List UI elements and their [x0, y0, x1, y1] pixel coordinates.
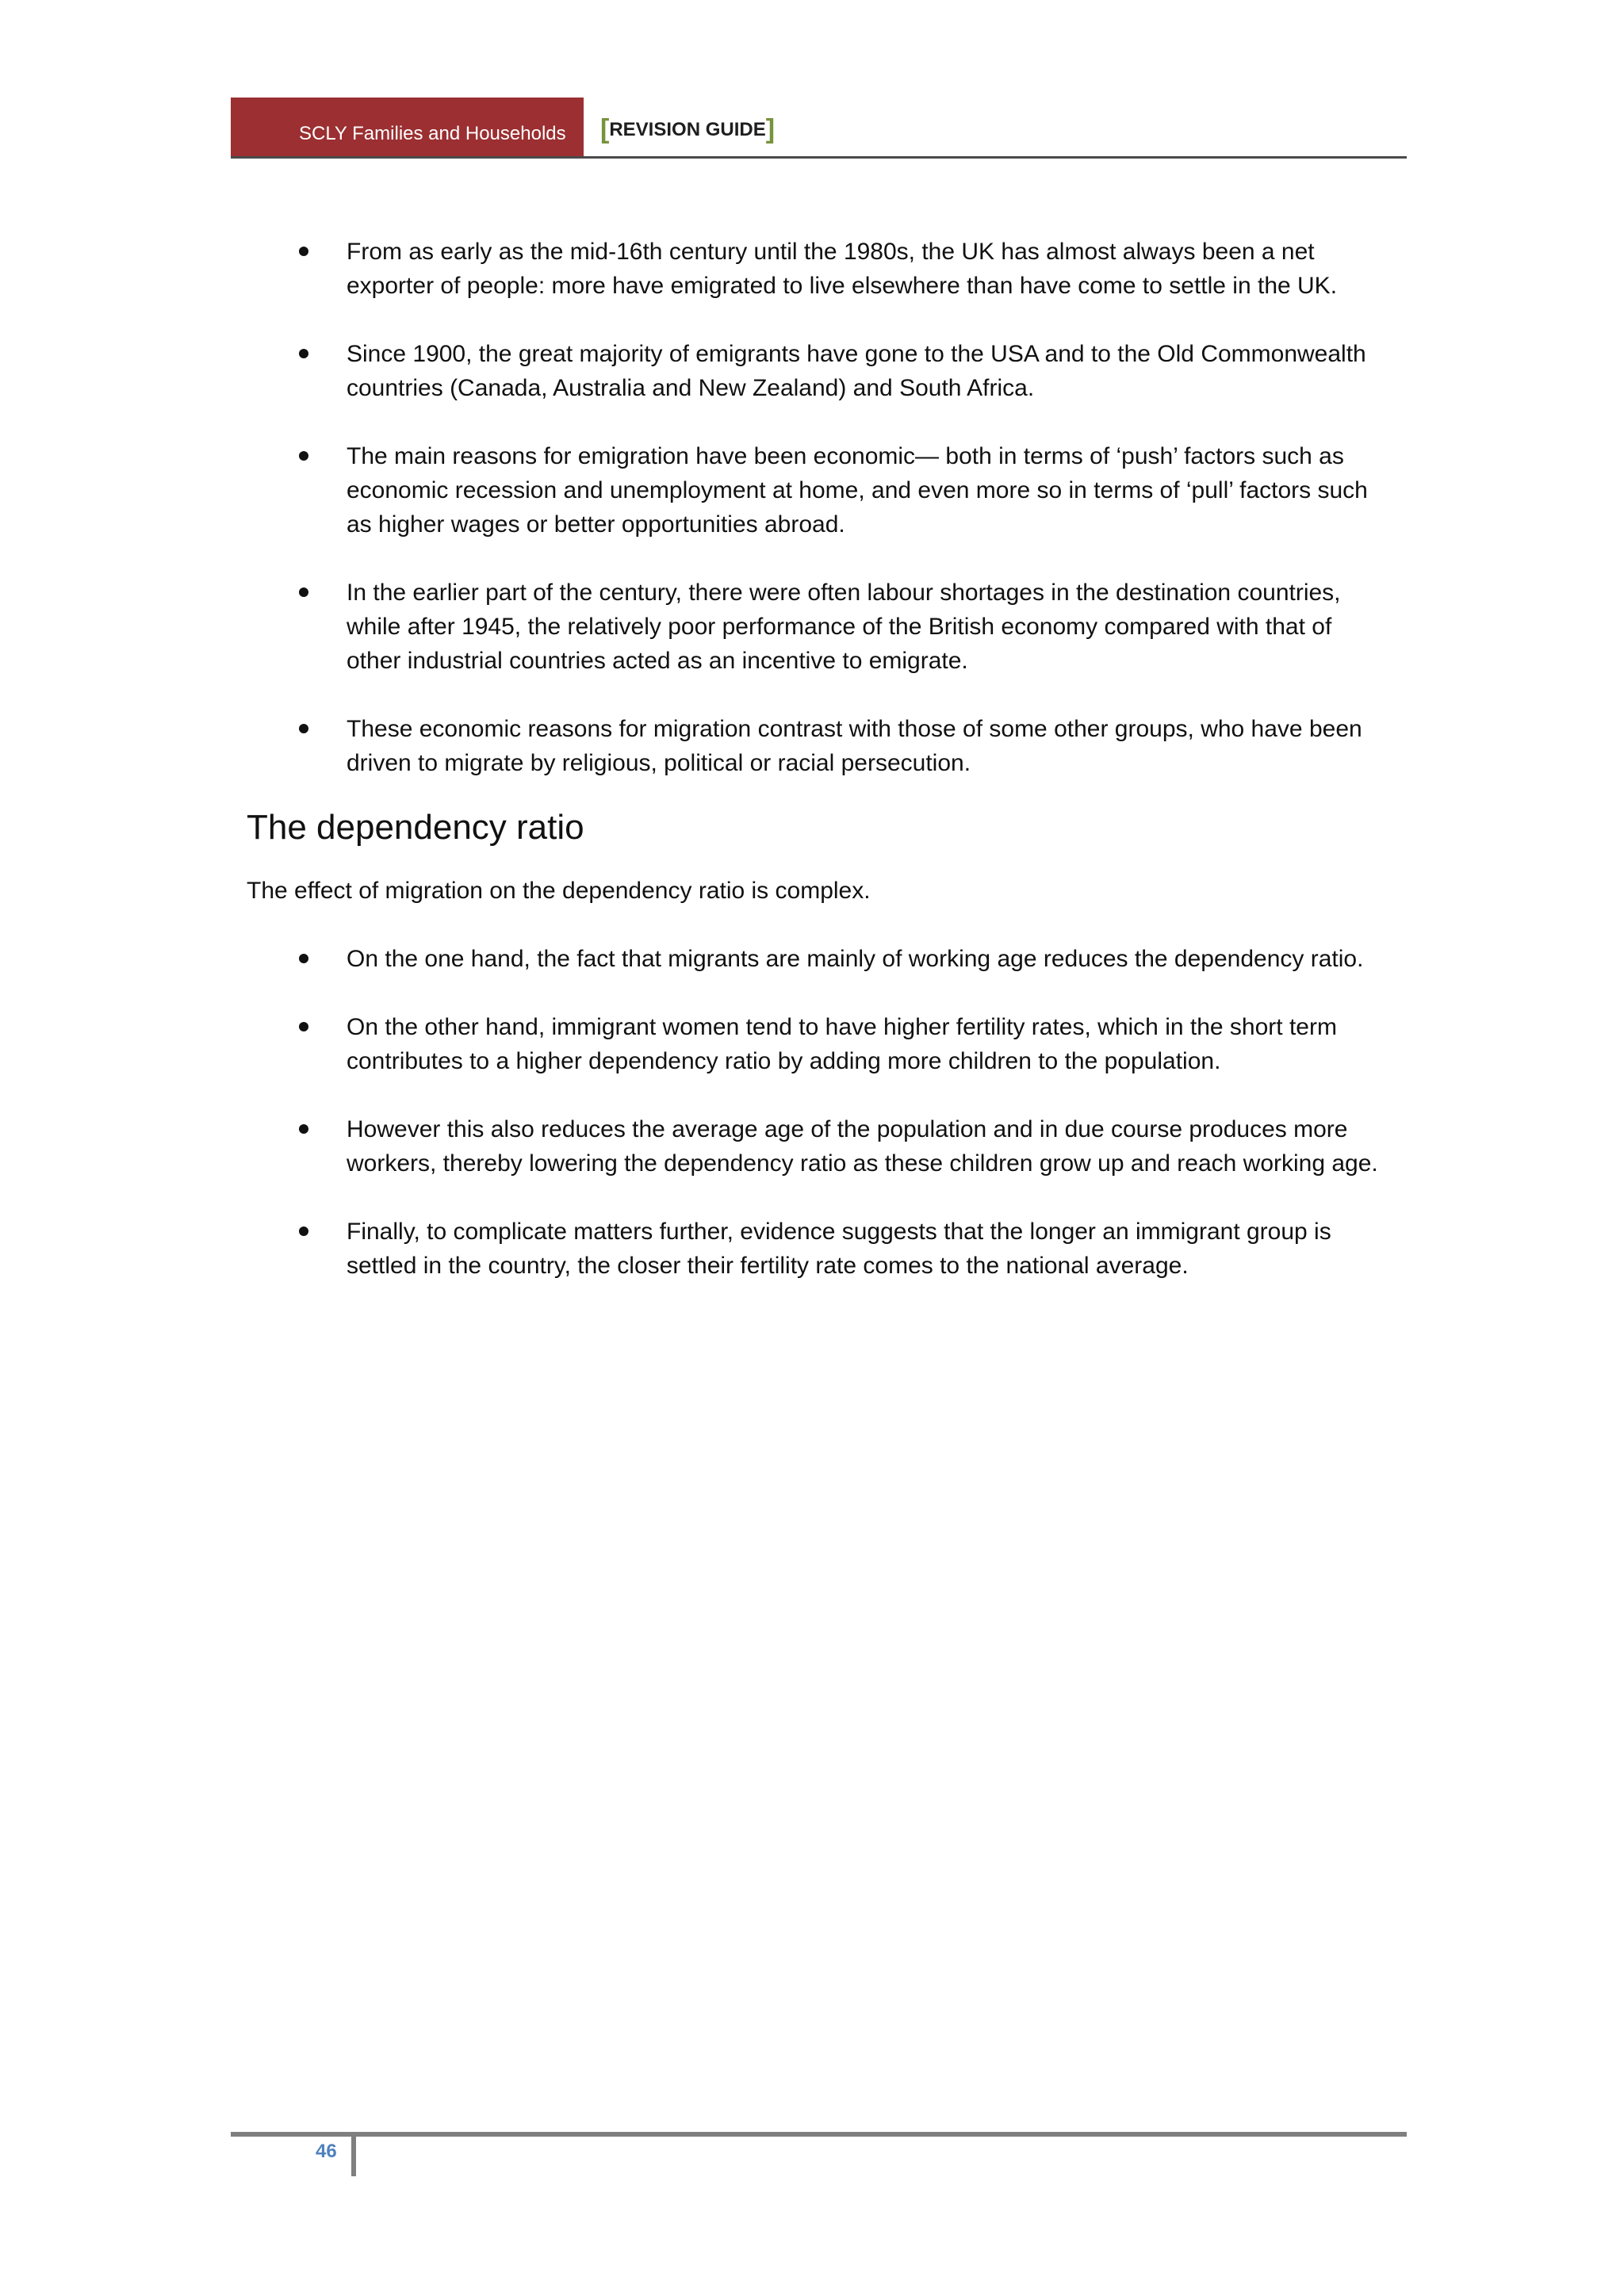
bullet-text: However this also reduces the average age of the population and in due course produces more workers, thereby lowering the dependency ratio as these children grow up and reach working age.	[347, 1116, 1378, 1177]
bullet-text: On the other hand, immigrant women tend to have higher fertility rates, which in the short term contributes to a higher dependency ratio by adding more children to the population.	[347, 1014, 1337, 1074]
footer-rule	[231, 2132, 1407, 2137]
list-item	[247, 235, 1388, 303]
bullet-icon	[299, 451, 308, 461]
list-item	[247, 942, 1388, 976]
page-number: 46	[316, 2141, 337, 2162]
bullet-icon	[299, 587, 308, 597]
list-item	[247, 712, 1388, 780]
bracket-close: ]	[765, 114, 776, 144]
list-item	[247, 1010, 1388, 1078]
bullet-text: In the earlier part of the century, there were often labour shortages in the destination countries, while after 1945, the relatively poor performance of the British economy compared with that of other industrial countries acted as an incentive to emigrate.	[347, 580, 1341, 674]
footer-divider	[351, 2135, 356, 2176]
bracket-open: [	[600, 114, 610, 144]
list-item	[247, 1215, 1388, 1283]
bullet-text: Finally, to complicate matters further, evidence suggests that the longer an immigrant group is settled in the country, the closer their fertility rate comes to the national average.	[347, 1219, 1331, 1279]
bullet-icon	[299, 1124, 308, 1134]
migration-bullet-list	[247, 235, 1388, 780]
revision-guide-label	[600, 113, 775, 146]
bullet-icon	[299, 724, 308, 733]
bullet-icon	[299, 1022, 308, 1031]
section-intro: The effect of migration on the dependency ratio is complex.	[247, 878, 871, 904]
course-title: SCLY Families and Households	[299, 123, 566, 144]
guide-text: REVISION GUIDE	[609, 119, 766, 140]
list-item	[247, 1112, 1388, 1181]
bullet-text: The main reasons for emigration have been economic— both in terms of ‘push’ factors such as economic recession and unemployment at home, and even more so in terms of ‘pull’ factors such as higher wages or better opportunities abroad.	[347, 443, 1368, 538]
bullet-text: These economic reasons for migration contrast with those of some other groups, who have been driven to migrate by religious, political or racial persecution.	[347, 716, 1362, 776]
bullet-text: From as early as the mid-16th century until the 1980s, the UK has almost always been a net exporter of people: more have emigrated to live elsewhere than have come to settle in the UK.	[347, 239, 1338, 299]
dependency-bullet-list	[247, 942, 1388, 1283]
bullet-icon	[299, 247, 308, 256]
list-item	[247, 576, 1388, 678]
page-content	[247, 235, 1388, 1317]
bullet-text: Since 1900, the great majority of emigrants have gone to the USA and to the Old Commonwealth countries (Canada, Australia and New Zealand) and South Africa.	[347, 341, 1366, 401]
bullet-text: On the one hand, the fact that migrants are mainly of working age reduces the dependency ratio.	[347, 946, 1364, 972]
bullet-icon	[299, 954, 308, 963]
list-item	[247, 337, 1388, 405]
section-heading: The dependency ratio	[247, 808, 584, 847]
bullet-icon	[299, 1226, 308, 1236]
header-rule	[231, 156, 1407, 159]
list-item	[247, 439, 1388, 541]
page-header	[231, 98, 1407, 158]
bullet-icon	[299, 349, 308, 358]
